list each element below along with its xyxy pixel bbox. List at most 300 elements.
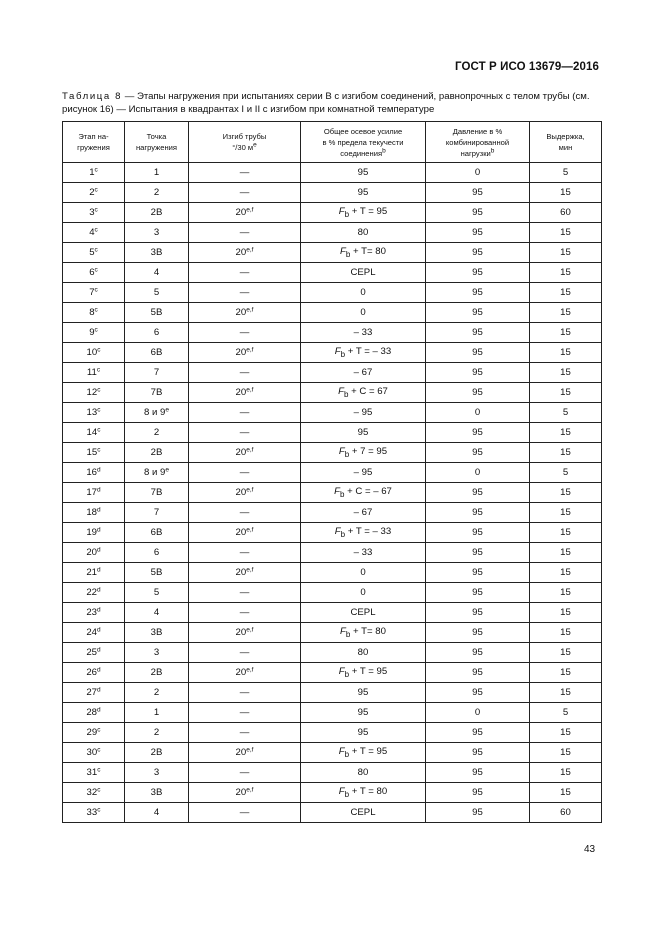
table-body [63, 163, 602, 823]
document-header: ГОСТ Р ИСО 13679—2016 [454, 61, 599, 73]
footnote-marker: e,f [246, 746, 254, 754]
point-value: 3В [150, 787, 163, 798]
cell-bend [189, 203, 301, 223]
table-row [63, 483, 602, 503]
point-value: 4 [153, 807, 160, 818]
force-subscript: b [344, 789, 350, 799]
cell-force [301, 543, 426, 563]
pressure-value: 95 [472, 807, 483, 818]
table-row [63, 303, 602, 323]
cell-hold [530, 703, 602, 723]
cell-point [125, 803, 189, 823]
cell-force [301, 243, 426, 263]
footnote-marker: c [97, 346, 101, 354]
cell-force [301, 763, 426, 783]
point-value: 2В [150, 667, 163, 678]
force-symbol: F [338, 746, 345, 758]
footnote-marker: c [97, 446, 101, 454]
bend-value: — [239, 647, 250, 658]
bend-value: — [239, 727, 250, 738]
hold-value: 15 [560, 727, 571, 738]
table-row [63, 523, 602, 543]
force-subscript: b [343, 389, 349, 399]
cell-bend [189, 643, 301, 663]
pressure-value: 0 [474, 167, 481, 178]
cell-point [125, 423, 189, 443]
step-number: 15 [86, 447, 98, 458]
force-subscript: b [344, 749, 350, 759]
cell-force [301, 583, 426, 603]
footnote-marker: d [97, 686, 101, 694]
force-symbol: F [334, 526, 341, 538]
hold-value: 5 [562, 467, 569, 478]
footnote-marker: c [97, 766, 101, 774]
cell-pressure [426, 303, 530, 323]
force-value: CEPL [350, 267, 376, 278]
footnote-marker: e,f [246, 486, 254, 494]
header-point [125, 122, 189, 163]
hold-value: 15 [560, 347, 571, 358]
cell-hold [530, 383, 602, 403]
footnote-marker: c [94, 286, 98, 294]
cell-point [125, 643, 189, 663]
cell-pressure [426, 483, 530, 503]
footnote-marker: c [97, 406, 101, 414]
force-value: – 67 [353, 367, 373, 378]
footnote-marker: c [97, 726, 101, 734]
table-row [63, 343, 602, 363]
cell-bend [189, 563, 301, 583]
cell-bend [189, 283, 301, 303]
cell-pressure [426, 603, 530, 623]
pressure-value: 95 [472, 507, 483, 518]
step-number: 11 [86, 367, 97, 378]
cell-force [301, 703, 426, 723]
hold-value: 5 [562, 167, 569, 178]
cell-hold [530, 163, 602, 183]
force-value: – 95 [353, 407, 373, 418]
cell-bend [189, 243, 301, 263]
header-line: Точка [146, 132, 167, 141]
cell-force [301, 643, 426, 663]
cell-step [63, 503, 125, 523]
force-value: + T= 80 [350, 626, 386, 638]
point-value: 5В [150, 307, 163, 318]
footnote-marker: e [165, 466, 169, 474]
pressure-value: 95 [472, 247, 483, 258]
force-value: CEPL [350, 607, 376, 618]
force-value: + T = 80 [349, 786, 388, 798]
bend-value: — [239, 767, 250, 778]
force-value: + T = – 33 [345, 346, 392, 358]
cell-hold [530, 443, 602, 463]
hold-value: 15 [560, 307, 571, 318]
cell-pressure [426, 423, 530, 443]
table-row [63, 723, 602, 743]
cell-step [63, 743, 125, 763]
step-number: 12 [86, 387, 98, 398]
cell-bend [189, 803, 301, 823]
cell-hold [530, 563, 602, 583]
cell-force [301, 363, 426, 383]
cell-point [125, 783, 189, 803]
hold-value: 5 [562, 707, 569, 718]
footnote-marker: d [97, 666, 101, 674]
cell-pressure [426, 223, 530, 243]
pressure-value: 95 [472, 187, 483, 198]
cell-bend [189, 423, 301, 443]
footnote-marker: c [97, 426, 101, 434]
footnote-marker: e,f [246, 346, 254, 354]
step-number: 1 [89, 167, 95, 178]
cell-hold [530, 803, 602, 823]
pressure-value: 95 [472, 267, 483, 278]
footnote-marker: e,f [246, 566, 254, 574]
footnote-marker: d [97, 606, 101, 614]
pressure-value: 95 [472, 527, 483, 538]
cell-hold [530, 683, 602, 703]
hold-value: 15 [560, 627, 571, 638]
page-number: 43 [584, 844, 596, 855]
cell-point [125, 543, 189, 563]
cell-point [125, 263, 189, 283]
cell-hold [530, 583, 602, 603]
bend-value: — [239, 587, 250, 598]
footnote-marker: e,f [246, 786, 254, 794]
table-row [63, 703, 602, 723]
cell-hold [530, 203, 602, 223]
cell-force [301, 663, 426, 683]
force-value: + T = 95 [349, 206, 388, 218]
pressure-value: 95 [472, 367, 483, 378]
footnote-marker: e,f [246, 626, 254, 634]
cell-force [301, 323, 426, 343]
table-caption [62, 90, 602, 116]
force-value: 95 [357, 427, 369, 438]
step-number: 5 [89, 247, 95, 258]
cell-pressure [426, 383, 530, 403]
footnote-marker: b [490, 147, 495, 154]
cell-point [125, 563, 189, 583]
force-symbol: F [340, 246, 346, 258]
hold-value: 15 [560, 247, 571, 258]
force-subscript: b [340, 529, 346, 539]
hold-value: 60 [560, 207, 571, 218]
bend-value: 20 [235, 667, 247, 678]
header-line: соединения [340, 148, 383, 158]
cell-hold [530, 663, 602, 683]
force-symbol: F [334, 486, 340, 498]
table-row [63, 183, 602, 203]
table-caption-text: — Этапы нагружения при испытаниях серии В с изгибом соединений, равнопрочных с телом трубы (см. рисунок 16) — Испытания в квадрантах I и II с изгибом при комнатной температуре [62, 91, 590, 115]
cell-pressure [426, 523, 530, 543]
cell-pressure [426, 163, 530, 183]
pressure-value: 95 [472, 587, 483, 598]
step-number: 27 [86, 687, 98, 698]
hold-value: 15 [560, 227, 571, 238]
hold-value: 15 [560, 187, 571, 198]
force-value: + C = 67 [348, 386, 388, 398]
force-value: 95 [357, 707, 369, 718]
point-value: 3 [153, 767, 160, 778]
pressure-value: 95 [472, 687, 483, 698]
point-value: 6 [153, 547, 160, 558]
table-row [63, 443, 602, 463]
cell-step [63, 403, 125, 423]
header-line: Общее осевое усилие [323, 126, 403, 136]
header-line: °/30 м [232, 143, 254, 152]
force-symbol: F [338, 666, 345, 678]
step-number: 2 [89, 187, 95, 198]
table-row [63, 543, 602, 563]
table-row [63, 403, 602, 423]
cell-force [301, 483, 426, 503]
bend-value: — [239, 367, 250, 378]
table-caption-label: Таблица 8 [62, 91, 123, 102]
cell-hold [530, 623, 602, 643]
header-line: Изгиб трубы [222, 132, 267, 141]
pressure-value: 95 [472, 307, 483, 318]
cell-bend [189, 503, 301, 523]
point-value: 6В [150, 527, 163, 538]
cell-step [63, 283, 125, 303]
force-value: 95 [357, 727, 369, 738]
hold-value: 15 [560, 687, 571, 698]
footnote-marker: c [97, 806, 101, 814]
footnote-marker: d [97, 646, 101, 654]
hold-value: 15 [560, 507, 571, 518]
point-value: 2 [153, 427, 160, 438]
point-value: 2 [153, 187, 160, 198]
cell-force [301, 803, 426, 823]
table-row [63, 603, 602, 623]
table-row [63, 783, 602, 803]
cell-step [63, 563, 125, 583]
cell-hold [530, 323, 602, 343]
cell-bend [189, 543, 301, 563]
cell-point [125, 363, 189, 383]
step-number: 26 [86, 667, 98, 678]
hold-value: 15 [560, 487, 571, 498]
hold-value: 15 [560, 327, 571, 338]
cell-point [125, 623, 189, 643]
cell-force [301, 443, 426, 463]
pressure-value: 95 [472, 447, 483, 458]
cell-point [125, 603, 189, 623]
cell-force [301, 523, 426, 543]
point-value: 3 [153, 647, 160, 658]
cell-force [301, 623, 426, 643]
cell-force [301, 183, 426, 203]
bend-value: 20 [235, 747, 247, 758]
header-step [63, 122, 125, 163]
force-symbol: F [340, 626, 346, 638]
footnote-marker: c [94, 226, 98, 234]
pressure-value: 95 [472, 427, 483, 438]
cell-force [301, 683, 426, 703]
header-bend [189, 122, 301, 163]
cell-point [125, 223, 189, 243]
pressure-value: 95 [472, 327, 483, 338]
bend-value: 20 [235, 387, 247, 398]
bend-value: — [239, 707, 250, 718]
hold-value: 15 [560, 287, 571, 298]
pressure-value: 95 [472, 387, 483, 398]
table-row [63, 383, 602, 403]
cell-pressure [426, 343, 530, 363]
point-value: 6В [150, 347, 163, 358]
cell-force [301, 743, 426, 763]
cell-bend [189, 483, 301, 503]
step-number: 33 [86, 807, 98, 818]
point-value: 7В [150, 487, 163, 498]
cell-hold [530, 463, 602, 483]
footnote-marker: d [97, 526, 101, 534]
cell-force [301, 423, 426, 443]
step-number: 32 [86, 787, 98, 798]
cell-bend [189, 223, 301, 243]
force-value: + T = 95 [349, 666, 388, 678]
header-line: нагрузки [460, 148, 491, 158]
bend-value: — [239, 547, 250, 558]
cell-point [125, 763, 189, 783]
step-number: 16 [86, 467, 98, 478]
bend-value: — [239, 407, 250, 418]
footnote-marker: c [94, 306, 98, 314]
cell-bend [189, 163, 301, 183]
cell-hold [530, 283, 602, 303]
cell-force [301, 403, 426, 423]
cell-step [63, 423, 125, 443]
pressure-value: 95 [472, 567, 483, 578]
step-number: 13 [86, 407, 98, 418]
cell-point [125, 723, 189, 743]
force-value: – 95 [353, 467, 373, 478]
cell-force [301, 163, 426, 183]
cell-bend [189, 523, 301, 543]
cell-step [63, 263, 125, 283]
cell-step [63, 343, 125, 363]
point-value: 5 [153, 587, 160, 598]
cell-hold [530, 403, 602, 423]
force-value: 95 [357, 687, 369, 698]
force-value: + T = – 33 [345, 526, 392, 538]
point-value: 2В [150, 207, 163, 218]
footnote-marker: c [94, 186, 98, 194]
cell-force [301, 503, 426, 523]
bend-value: 20 [235, 567, 247, 578]
header-line: нагружения [135, 143, 178, 152]
cell-pressure [426, 563, 530, 583]
table-row [63, 223, 602, 243]
header-line: Давление в % [452, 126, 503, 136]
cell-hold [530, 503, 602, 523]
hold-value: 15 [560, 747, 571, 758]
table-row [63, 643, 602, 663]
table-row [63, 763, 602, 783]
pressure-value: 95 [472, 287, 483, 298]
cell-step [63, 703, 125, 723]
step-number: 30 [86, 747, 98, 758]
cell-point [125, 463, 189, 483]
cell-force [301, 343, 426, 363]
cell-bend [189, 303, 301, 323]
cell-pressure [426, 203, 530, 223]
cell-pressure [426, 543, 530, 563]
footnote-marker: d [97, 506, 101, 514]
cell-step [63, 683, 125, 703]
point-value: 1 [153, 707, 160, 718]
cell-force [301, 783, 426, 803]
footnote-marker: d [97, 566, 101, 574]
pressure-value: 95 [472, 207, 483, 218]
cell-hold [530, 363, 602, 383]
footnote-marker: c [94, 246, 98, 254]
footnote-marker: d [97, 706, 101, 714]
step-number: 23 [86, 607, 98, 618]
cell-force [301, 263, 426, 283]
cell-point [125, 443, 189, 463]
cell-step [63, 203, 125, 223]
hold-value: 15 [560, 527, 571, 538]
table-row [63, 683, 602, 703]
cell-pressure [426, 443, 530, 463]
bend-value: 20 [235, 787, 247, 798]
table-row [63, 583, 602, 603]
cell-force [301, 563, 426, 583]
force-value: + C = – 67 [344, 486, 392, 498]
point-value: 5В [150, 567, 163, 578]
force-symbol: F [338, 386, 344, 398]
point-value: 4 [153, 267, 160, 278]
footnote-marker: e [253, 141, 257, 149]
cell-pressure [426, 663, 530, 683]
cell-step [63, 243, 125, 263]
cell-point [125, 583, 189, 603]
cell-pressure [426, 403, 530, 423]
cell-point [125, 203, 189, 223]
point-value: 8 и 9 [144, 467, 166, 478]
cell-pressure [426, 503, 530, 523]
cell-step [63, 483, 125, 503]
table-row [63, 363, 602, 383]
force-symbol: F [338, 206, 345, 218]
hold-value: 15 [560, 587, 571, 598]
cell-force [301, 603, 426, 623]
hold-value: 15 [560, 447, 571, 458]
cell-force [301, 283, 426, 303]
point-value: 3 [153, 227, 160, 238]
table-row [63, 203, 602, 223]
cell-bend [189, 663, 301, 683]
cell-pressure [426, 703, 530, 723]
hold-value: 15 [560, 267, 571, 278]
bend-value: — [239, 227, 250, 238]
bend-value: 20 [235, 627, 247, 638]
footnote-marker: e,f [246, 246, 254, 254]
table-row [63, 463, 602, 483]
hold-value: 15 [560, 787, 571, 798]
pressure-value: 95 [472, 787, 483, 798]
point-value: 8 и 9 [144, 407, 166, 418]
cell-point [125, 303, 189, 323]
bend-value: 20 [235, 307, 247, 318]
pressure-value: 95 [472, 727, 483, 738]
pressure-value: 95 [472, 347, 483, 358]
step-number: 6 [89, 267, 95, 278]
header-line: мин [558, 143, 573, 152]
cell-step [63, 303, 125, 323]
